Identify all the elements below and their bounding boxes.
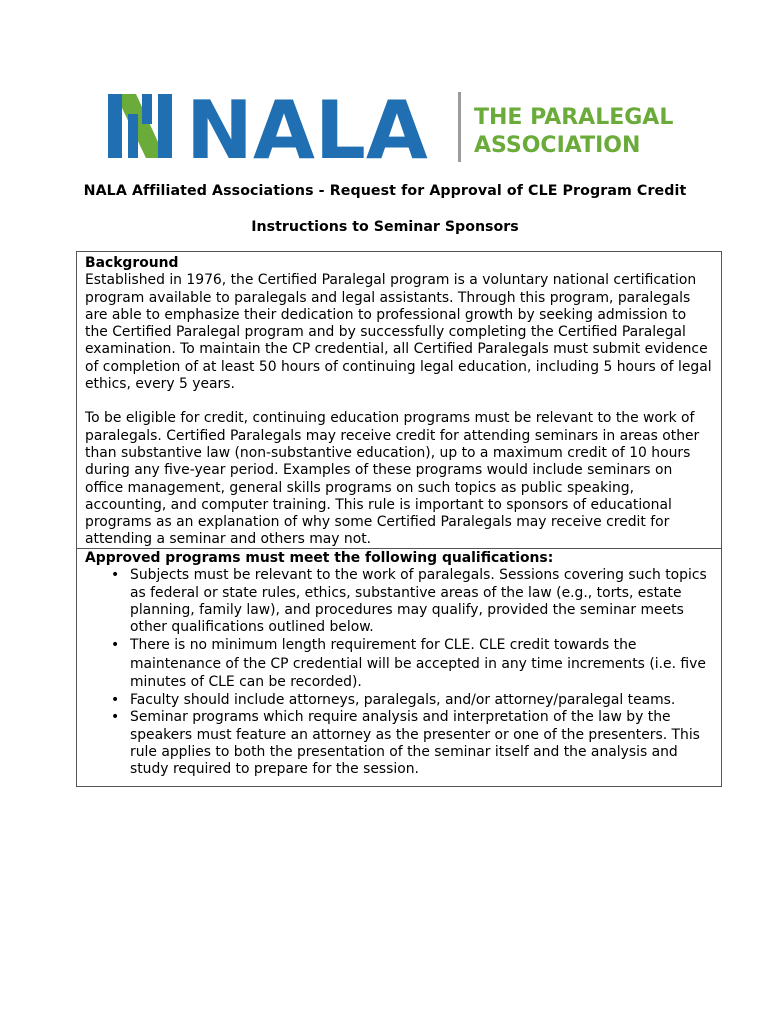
background-paragraph-1: Established in 1976, the Certified Paralegal program is a voluntary national certification program available to paralegals and legal assistants. Through this program, paralegals are able to emphasize their dedication to professional growth by seeking admission to the Certified Paralegal program and by successfully completing the Certified Paralegal examination. To maintain the CP credential, all Certified Paralegals must submit evidence of completion of at least 50 hours of continuing legal education, including 5 hours of legal ethics, every 5 years. (85, 272, 712, 393)
bullet-icon: • (111, 637, 120, 654)
nala-monogram-icon (108, 94, 172, 158)
list-item (85, 692, 713, 709)
qualifications-heading: Approved programs must meet the following qualifications: (85, 550, 554, 566)
bullet-icon: • (111, 709, 120, 726)
background-paragraph-2: To be eligible for credit, continuing education programs must be relevant to the work of paralegals. Certified Paralegals may receive credit for attending seminars in areas other than substantive law (non-substantive education), up to a maximum credit of 10 hours during any five-year period. Examples of these programs would include seminars on office management, general skills programs on such topics as public speaking, accounting, and computer training. This rule is important to sponsors of educational programs as an explanation of why some Certified Paralegals may receive credit for attending a seminar and others may not. (85, 410, 700, 548)
list-item (85, 567, 713, 636)
nala-logo (106, 84, 694, 172)
background-section (76, 251, 722, 549)
list-item-text: Seminar programs which require analysis and interpretation of the law by the speakers must feature an attorney as the presenter or one of the presenters. This rule applies to both the presentation of the seminar itself and the analysis and study required to prepare for the session. (130, 709, 700, 778)
bullet-icon: • (111, 691, 120, 708)
qualifications-section (76, 548, 722, 787)
document-subtitle: Instructions to Seminar Sponsors (251, 219, 519, 235)
document-title: NALA Affiliated Associations - Request for Approval of CLE Program Credit (83, 183, 687, 199)
list-item-text: Subjects must be relevant to the work of paralegals. Sessions covering such topics as federal or state rules, ethics, substantive areas of the law (e.g., torts, estate planning, family law), and procedures may qualify, provided the seminar meets other qualifications outlined below. (130, 567, 707, 636)
list-item-text: Faculty should include attorneys, paralegals, and/or attorney/paralegal teams. (130, 691, 676, 708)
list-item (85, 709, 713, 778)
logo-tagline-line1: THE PARALEGAL (474, 105, 674, 130)
list-item-text: There is no minimum length requirement for CLE. CLE credit towards the maintenance of the CP credential will be accepted in any time increments (i.e. five minutes of CLE can be recorded). (130, 637, 706, 691)
qualifications-list (85, 567, 713, 778)
bullet-icon: • (111, 567, 120, 584)
background-heading: Background (85, 255, 179, 271)
logo-wordmark: NALA (186, 84, 428, 172)
list-item (85, 636, 713, 692)
logo-tagline-line2: ASSOCIATION (474, 133, 641, 158)
